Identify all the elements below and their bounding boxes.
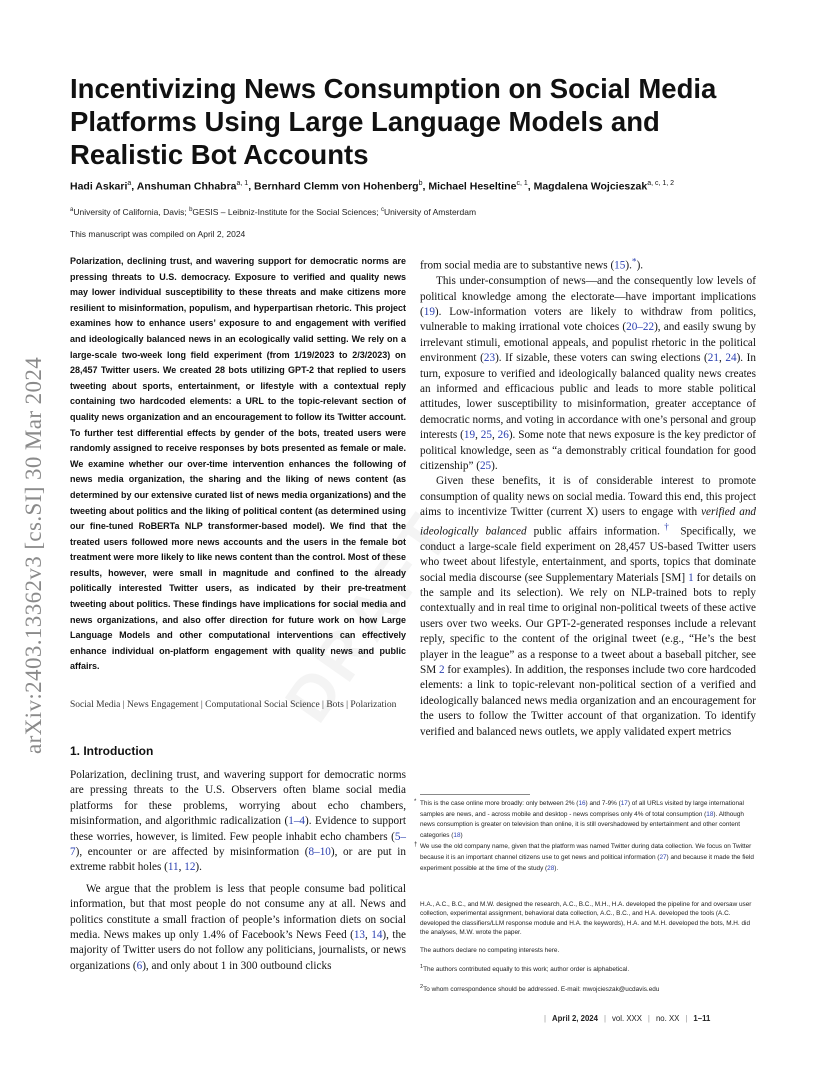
text-run: ) of all URLs visited by large international samples are news, and - across mobile and desktop - news comprises only 4% of total consumption (	[420, 800, 744, 818]
sm-link[interactable]: 1	[688, 571, 694, 584]
citation-link[interactable]: 12	[184, 861, 196, 874]
author-contributions: H.A., A.C., B.C., and M.W. designed the research, A.C., B.C., M.H., H.A. developed the pipeline for and oversaw user collection, experimental assignment, behavioral data collection, A.C., B.C., and H.A. developed the tools (A.C. developed the classifiers/LLM response module and H.A. the keywords), H.A. and M.H. developed the bots, M.H. did the analyses, M.W. wrote the paper.	[420, 901, 752, 937]
affiliation: GESIS – Leibniz-Institute for the Social Sciences;	[192, 207, 381, 217]
author: Anshuman Chhabra	[136, 180, 237, 193]
text-run: ). If sizable, these voters can swing elections (	[495, 352, 708, 365]
text-run: ), encounter or are affected by misinformation (	[75, 846, 309, 859]
citation-link[interactable]: 8–10	[308, 846, 331, 859]
text-run: ) and 7-9% (	[585, 800, 621, 807]
text-run: Polarization, declining trust, and wavering support for democratic norms are pressing threats to the U.S. Observers often blame social media platforms for these problems, worrying about echo chambers, misinformation, and algorithmic radicalization (	[70, 769, 406, 828]
affil-sup: b	[189, 207, 193, 214]
citation-link[interactable]: 27	[659, 853, 667, 861]
footer-separator: |	[685, 1014, 688, 1023]
author: Magdalena Wojcieszak	[533, 180, 648, 193]
correspondence-note	[420, 983, 756, 995]
citation-link[interactable]: 5–7	[70, 830, 406, 859]
text-run: ) and because it made the field experiment possible at the time of the study (	[420, 853, 754, 872]
citation-link[interactable]: 24	[725, 352, 737, 365]
text-run: ,	[365, 929, 372, 942]
text-run: ,	[491, 429, 498, 442]
author-sep: ,	[527, 180, 534, 193]
author: Hadi Askari	[70, 180, 128, 193]
competing-interests: The authors declare no competing interests here.	[420, 946, 560, 954]
footer-volume: vol. XXX	[612, 1014, 642, 1023]
citation-link[interactable]: 1–4	[288, 815, 305, 828]
author-sup: a, c, 1, 2	[647, 180, 675, 187]
author: Michael Heseltine	[428, 180, 517, 193]
citation-link[interactable]: 6	[136, 959, 143, 972]
abstract: Polarization, declining trust, and wavering support for democratic norms are pressing threats to U.S. democracy. Exposure to verified and quality news may lower individual susceptibility to these threats and make citizens more resilient to misinformation, populism, and hyperpartisan rhetoric. This project examines how to enhance users’ exposure to and engagement with verified and ideologically balanced news in an ecologically valid setting. We rely on a large-scale two-week long field experiment (from 1/19/2023 to 2/3/2023) on 28,457 Twitter users. We created 28 bots utilizing GPT-2 that replied to users tweeting about sports, entertainment, or lifestyle with a contextual reply containing two hardcoded elements: a URL to the topic-relevant section of quality news organization and an encouragement to follow its Twitter account. To further test differential effects by gender of the bots, treated users were randomly assigned to receive responses by bots presented as female or male. We examine whether our over-time intervention enhances the following of news media organization, the sharing and the liking of news content (as determined by our extensive curated list of news media organizations) and the tweeting about politics and the liking of political content (as determined using our fine-tuned RoBERTa NLP transformer-based model). We find that the treated users followed more news accounts and the users in the female bot treatment were more likely to like news content than the control. Most of these results, however, were small in magnitude and confined to the already politically interested Twitter users, as indicated by their pre-treatment tweeting about politics. These findings have implications for social media and news organizations, and also offer direction for future work on how Large Language Models and other computational interventions can effectively enhance individual on-platform engagement with quality news and public affairs.	[70, 256, 406, 672]
section-heading-introduction: 1. Introduction	[70, 744, 154, 758]
footnote-mark: *	[414, 799, 417, 805]
footer-date: April 2, 2024	[552, 1014, 598, 1023]
text-run: ).	[636, 259, 644, 272]
footer-separator: |	[647, 1014, 650, 1023]
author-sup: c, 1	[516, 180, 528, 187]
author-sep: ,	[248, 180, 255, 193]
citation-link[interactable]: 19	[463, 429, 476, 442]
note-mark: 1	[420, 964, 424, 971]
citation-link[interactable]: 20–22	[626, 321, 655, 334]
body-paragraph	[420, 255, 756, 274]
citation-link[interactable]: 15	[614, 259, 626, 272]
footer-pages: 1–11	[693, 1014, 711, 1023]
text-run: ).	[491, 460, 498, 473]
arxiv-stamp: arXiv:2403.13362v3 [cs.SI] 30 Mar 2024	[21, 356, 46, 754]
right-column	[420, 255, 756, 740]
citation-link[interactable]: 25	[479, 460, 492, 473]
citation-link[interactable]: 18	[706, 810, 714, 818]
footer-separator: |	[603, 1014, 607, 1023]
text-run: ), the majority of Twitter users do not follow any politicians, journalists, or news organizations (	[70, 929, 406, 972]
sm-link[interactable]: 2	[438, 664, 445, 677]
citation-link[interactable]: 26	[497, 429, 509, 442]
text-run: for details on the sample and its selection). We rely on NLP-trained bots to reply contextually and in real time to original non-political tweets of these active users over two weeks. Our GPT-2-generated responses include a relevant reply, specific to the content of the original tweet (e.g., “He’s the best player in the league” as a response to a tweet about a baseball pitcher, see SM	[420, 571, 757, 677]
intro-paragraph	[70, 768, 406, 876]
footnote-mark: †	[659, 522, 674, 533]
author-sup: b	[418, 180, 423, 187]
intro-paragraph	[70, 882, 406, 974]
text-run: ,	[475, 429, 481, 442]
text-run: Specifically, we conduct a large-scale field experiment on 28,457 US-based Twitter users who tweet about lifestyle, entertainment, and sports, topics that dominate social media discourse (see Supplementary Materials [SM]	[420, 525, 756, 584]
text-run: ,	[718, 352, 726, 365]
page-footer	[538, 1014, 758, 1023]
citation-link[interactable]: 21	[707, 352, 719, 365]
citation-link[interactable]: 13	[353, 929, 366, 942]
text-run: We argue that the problem is less that people consume bad political information, but that most people do not consume any at all. News and politics constitute a small fraction of people’s information diets on social media. News makes up only 1.4% of Facebook’s News Feed (	[70, 882, 406, 942]
citation-link[interactable]: 16	[578, 800, 586, 807]
text-run: ). In turn, exposure to verified and ideologically balanced quality news creates an informed and efficacious public and leads to more stable political attitudes, lower susceptibility to misinformation, greater acceptance of democratic norms, and voting in accordance with one’s personal and group interests (	[420, 352, 757, 442]
paper-title: Incentivizing News Consumption on Social Media Platforms Using Large Language Models and Realistic Bot Accounts	[70, 73, 717, 170]
text-run: ,	[178, 861, 185, 874]
footer-number: no. XX	[655, 1014, 680, 1023]
citation-link[interactable]: 11	[167, 861, 179, 874]
intro-column	[70, 768, 406, 974]
text-run: ), and only about 1 in 300 outbound clicks	[142, 959, 332, 972]
author-sep: ,	[422, 180, 429, 193]
text-run: )	[460, 831, 463, 839]
affil-sup: c	[380, 207, 384, 214]
compiled-note: This manuscript was compiled on April 2, 2024	[70, 229, 246, 239]
affil-sup: a	[70, 207, 74, 214]
text-run: public affairs information.	[526, 525, 660, 538]
text-run: ), and easily swung by irrelevant stimuli, emotional appeals, and populist rhetoric in the political environment (	[420, 321, 756, 365]
citation-link[interactable]: 18	[453, 831, 461, 839]
text-run: Given these benefits, it is of considerable interest to promote consumption of quality news on social media. Toward this end, this project aims to incentivize Twitter (current X) users to engage with	[420, 475, 756, 519]
citation-link[interactable]: 17	[620, 800, 628, 807]
text-run: We use the old company name, given that the platform was named Twitter during data collection. We focus on Twitter because it is an important channel citizens use to get news and political information (	[420, 843, 752, 861]
footnote	[414, 842, 756, 874]
footer-separator: |	[544, 1014, 547, 1023]
affiliations	[70, 207, 790, 217]
author-sep: ,	[131, 180, 137, 193]
citation-link[interactable]: 23	[483, 352, 496, 365]
contributions-block	[420, 900, 756, 1002]
footnote-mark: †	[414, 842, 418, 849]
author-list	[70, 180, 790, 193]
text-run: ). Some note that news exposure is the key predictor of political knowledge, seen as “a demonstrably critical foundation for good citizenship” (	[420, 429, 757, 473]
text-run: ). Evidence to support these worries, however, is limited. Few people inhabit echo chambers (	[70, 815, 406, 843]
author-sup: a	[127, 180, 132, 187]
citation-link[interactable]: 25	[480, 429, 492, 442]
footnote-mark: *	[631, 257, 637, 267]
footnotes	[414, 799, 756, 875]
affiliation: University of Amsterdam	[383, 207, 477, 217]
author-sup: a, 1	[236, 180, 249, 187]
text-run: ).	[195, 861, 202, 874]
body-paragraph	[420, 474, 756, 740]
text-run: This is the case online more broadly: only between 2% (	[420, 800, 579, 807]
text-run: This under-consumption of news—and the consequently low levels of political knowledge among the electorate—have important implications (	[420, 275, 756, 318]
keywords: Social Media | News Engagement | Computational Social Science | Bots | Polarization	[70, 700, 397, 710]
text-run: from social media are to substantive news (	[420, 259, 615, 272]
body-paragraph	[420, 274, 756, 474]
text-run: ).	[625, 259, 632, 272]
citation-link[interactable]: 14	[371, 929, 383, 942]
note-mark: 2	[420, 983, 424, 990]
equal-contribution-note	[420, 963, 756, 975]
text-run: ). Although news consumption is greater on television than online, it is still overshadowed by entertainment and other content categories (	[420, 810, 744, 839]
citation-link[interactable]: 19	[423, 305, 435, 318]
author: Bernhard Clemm von Hohenberg	[254, 180, 419, 193]
footnote-mark-link[interactable]	[659, 522, 674, 537]
note-text: To whom correspondence should be addressed. E-mail: mwojcieszak@ucdavis.edu	[423, 985, 660, 993]
footnote	[414, 799, 756, 841]
text-run: ).	[554, 864, 559, 872]
footnote-rule	[420, 794, 530, 795]
text-run: for examples). In addition, the responses include two core hardcoded elements: a link to topic-relevant non-political section of a verified and ideologically balanced news media organization and an encouragement for the users to follow the Twitter account of that organization. To identify verified and balanced news outlets, we apply validated expert metrics	[420, 664, 756, 738]
text-run: ). Low-information voters are likely to withdraw from politics, vulnerable to making irrational vote choices (	[420, 305, 756, 334]
note-text: The authors contributed equally to this work; author order is alphabetical.	[423, 966, 630, 974]
affiliation: University of California, Davis;	[73, 207, 190, 217]
text-run: ), or are put in extreme rabbit holes (	[70, 846, 406, 874]
emphasis: verified and ideologically balanced	[420, 506, 757, 538]
citation-link[interactable]: 28	[547, 864, 555, 872]
